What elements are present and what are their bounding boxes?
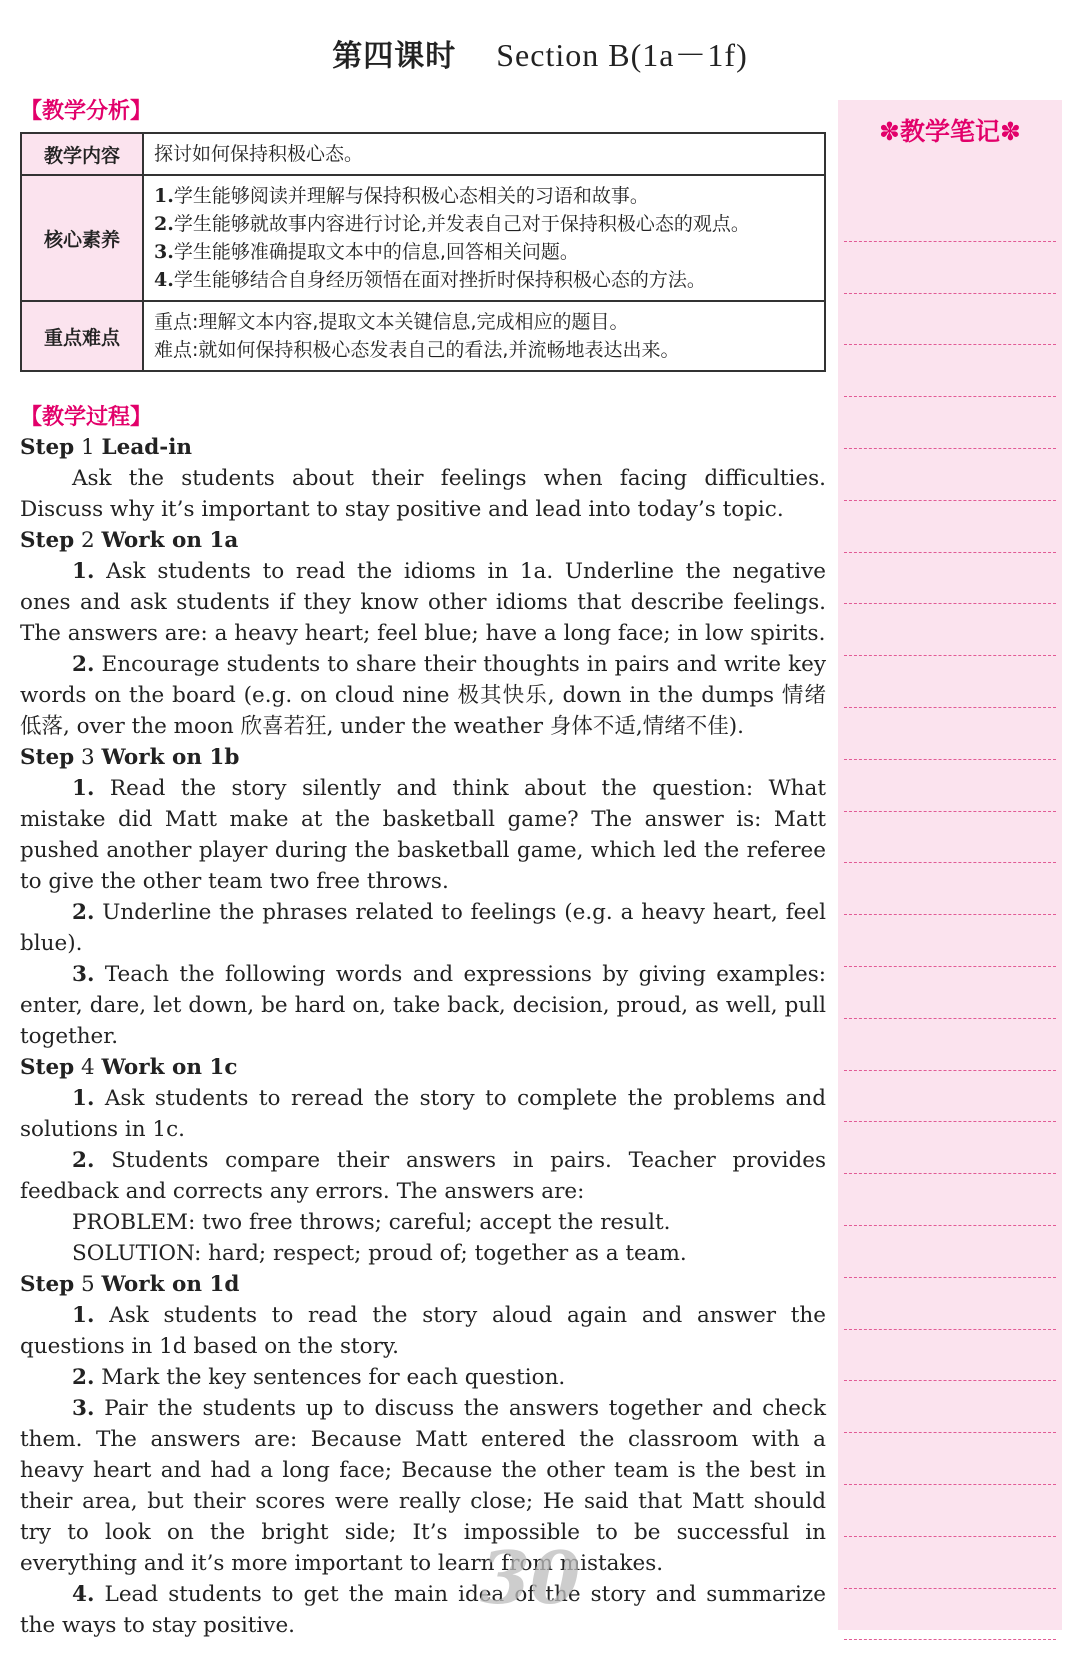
paragraph: 1. Ask students to read the idioms in 1a. Underline the negative ones and ask students if they know other idioms that describe feelings. The answers are: a heavy heart; feel blue; have a long face; in low spirits. <box>20 559 826 646</box>
page-title <box>0 30 1080 76</box>
analysis-table <box>20 132 826 372</box>
note-line <box>844 863 1056 915</box>
paragraph: 4. Lead students to get the main idea of the story and summarize the ways to stay positive. <box>20 1582 826 1638</box>
note-line <box>844 812 1056 864</box>
note-line <box>844 1537 1056 1589</box>
step-heading: Step 4 Work on 1c <box>20 1055 238 1080</box>
process-content <box>20 432 826 1641</box>
paragraph: 1. Read the story silently and think about the question: What mistake did Matt make at the basketball game? The answer is: Matt pushed another player during the basketball game, which led the referee to give the other team two free throws. <box>20 776 826 894</box>
paragraph: 1. Ask students to reread the story to complete the problems and solutions in 1c. <box>20 1086 826 1142</box>
note-line <box>844 345 1056 397</box>
note-line <box>844 708 1056 760</box>
table-row <box>21 133 825 175</box>
step-heading: Step 1 Lead-in <box>20 435 193 460</box>
key-cell <box>143 301 825 371</box>
notes-title: ✽教学笔记✽ <box>879 117 1021 146</box>
note-line <box>844 1589 1056 1641</box>
paragraph: 2. Underline the phrases related to feelings (e.g. a heavy heart, feel blue). <box>20 900 826 956</box>
note-line <box>844 760 1056 812</box>
paragraph: 2. Mark the key sentences for each question. <box>72 1365 566 1390</box>
key-label: 重点难点 <box>21 301 143 371</box>
answer-problem: PROBLEM: two free throws; careful; accept the result. <box>72 1210 671 1235</box>
paragraph: Ask the students about their feelings when facing difficulties. Discuss why it’s important to stay positive and lead into today’s topic. <box>20 466 826 522</box>
note-line <box>844 1226 1056 1278</box>
note-line <box>844 1174 1056 1226</box>
key-point: 重点:理解文本内容,提取文本关键信息,完成相应的题目。 <box>154 311 629 333</box>
note-line <box>844 1381 1056 1433</box>
note-line <box>844 397 1056 449</box>
note-line <box>844 1330 1056 1382</box>
page-number: 30 <box>480 1535 581 1620</box>
note-line <box>844 1071 1056 1123</box>
table-row <box>21 301 825 371</box>
list-item: 1.学生能够阅读并理解与保持积极心态相关的习语和故事。 <box>154 185 649 207</box>
step-heading: Step 5 Work on 1d <box>20 1272 240 1297</box>
paragraph: 2. Encourage students to share their thoughts in pairs and write key words on the board (e.g. on cloud nine 极其快乐, down in the dumps 情绪低落, over the moon 欣喜若狂, under the weather 身体不适,情绪不佳). <box>20 652 826 739</box>
content-label: 教学内容 <box>21 133 143 175</box>
notes-sidebar <box>838 100 1062 1630</box>
content-text: 探讨如何保持积极心态。 <box>143 133 825 175</box>
paragraph: 1. Ask students to read the story aloud again and answer the questions in 1d based on the story. <box>20 1303 826 1359</box>
note-line <box>844 1122 1056 1174</box>
core-label: 核心素养 <box>21 175 143 301</box>
step-heading: Step 2 Work on 1a <box>20 528 239 553</box>
core-list <box>143 175 825 301</box>
step-heading: Step 3 Work on 1b <box>20 745 240 770</box>
lesson-label: 第四课时 <box>332 39 457 74</box>
note-line <box>844 190 1056 242</box>
note-line <box>844 656 1056 708</box>
process-tag: 【教学过程】 <box>20 405 153 430</box>
list-item: 4.学生能够结合自身经历领悟在面对挫折时保持积极心态的方法。 <box>154 269 706 291</box>
note-line <box>844 242 1056 294</box>
paragraph: 2. Students compare their answers in pairs. Teacher provides feedback and corrects any errors. The answers are: <box>20 1148 826 1204</box>
table-row <box>21 175 825 301</box>
list-item: 3.学生能够准确提取文本中的信息,回答相关问题。 <box>154 241 579 263</box>
answer-solution: SOLUTION: hard; respect; proud of; together as a team. <box>72 1241 687 1266</box>
notes-lines <box>844 190 1056 1630</box>
note-line <box>844 553 1056 605</box>
note-line <box>844 1278 1056 1330</box>
note-line <box>844 501 1056 553</box>
note-line <box>844 294 1056 346</box>
section-label: Section B(1a－1f) <box>496 37 748 73</box>
note-line <box>844 1433 1056 1485</box>
note-line <box>844 604 1056 656</box>
analysis-tag: 【教学分析】 <box>20 99 153 124</box>
note-line <box>844 1485 1056 1537</box>
note-line <box>844 967 1056 1019</box>
paragraph: 3. Pair the students up to discuss the answers together and check them. The answers are: Because Matt entered the classroom with a heavy heart and had a long face; Because the other team is the best in their area, but their scores were really close; He said that Matt should try to look on the bright side; It’s impossible to be successful in everything and it’s more important to learn from mistakes. <box>20 1396 826 1576</box>
note-line <box>844 1019 1056 1071</box>
list-item: 2.学生能够就故事内容进行讨论,并发表自己对于保持积极心态的观点。 <box>154 213 750 235</box>
difficulty-point: 难点:就如何保持积极心态发表自己的看法,并流畅地表达出来。 <box>154 339 680 361</box>
note-line <box>844 449 1056 501</box>
paragraph: 3. Teach the following words and expressions by giving examples: enter, dare, let down, be hard on, take back, decision, proud, as well, pull together. <box>20 962 826 1049</box>
note-line <box>844 915 1056 967</box>
